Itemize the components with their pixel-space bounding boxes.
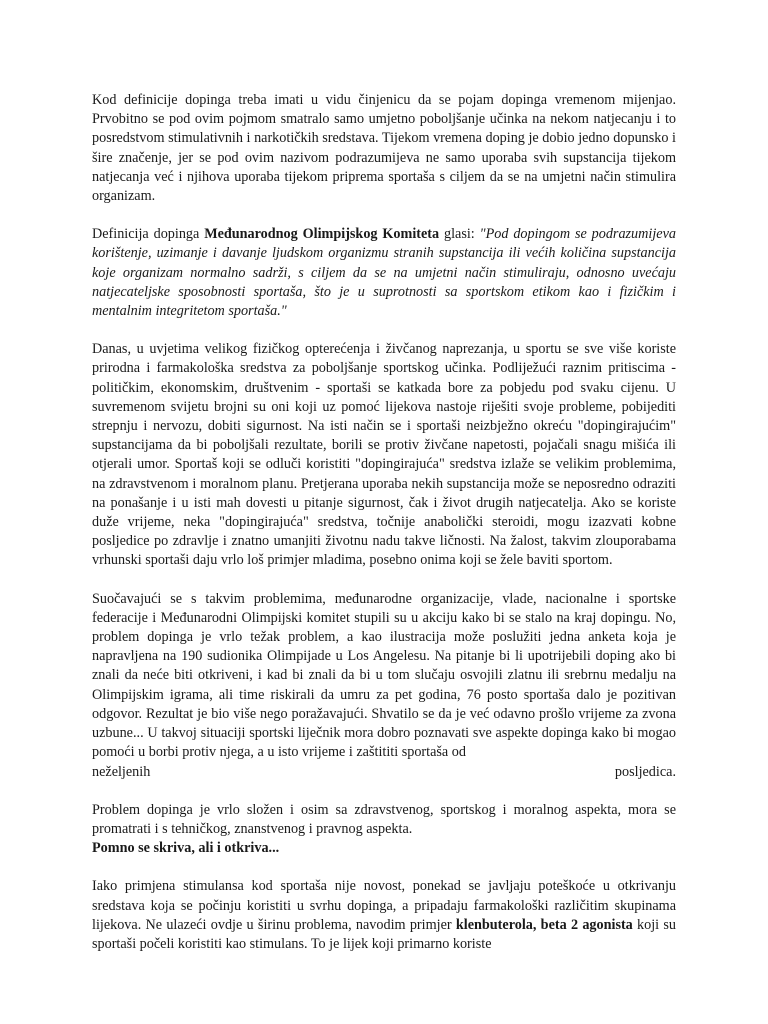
organizations-text: Suočavajući se s takvim problemima, međunarodne organizacije, vlade, nacionalne i sportske federacije i Međunarodni Olimpijski komitet stupili su u akciju kako bi se stalo na kraj dopingu. No, problem dopinga je vrlo težak problem, a kao ilustracija može poslužiti jedna anketa koja je napravljena na 190 sudionika Olimpijade u Los Angelesu. Na pitanje bi li upotrijebili doping ako bi znali da neće biti otkriveni, i kad bi znali da bi u tom slučaju osvojili zlatnu ili srebrnu medalju na Olimpijskim igrama, ali time riskirali da umru za pet godina, 76 posto sportaša dalo je pozitivan odgovor. Rezultat je bio više nego poražavajući. Shvatilo se da je već odavno prošlo vrijeme za zvona uzbune... U takvoj situaciji sportski liječnik mora dobro poznavati sve aspekte dopinga kako bi mogao pomoći u borbi protiv njega, a u isto vrijeme i zaštititi sportaša od [92,590,676,761]
ioc-name: Međunarodnog Olimpijskog Komiteta [204,226,440,243]
paragraph-ioc-definition [92,225,676,321]
clenbuterol-term: klenbuterola, beta 2 agonista [455,916,633,933]
ioc-glasi-text: glasi: [439,226,480,243]
paragraph-stimulants [92,877,676,954]
organizations-last-line: neželjenih posljedica. [92,763,676,780]
document-body [92,91,676,973]
stimulants-text-end: koji su sportaši počeli koristiti kao stimulans. To je lijek koji primarno koriste [92,916,677,952]
paragraph-definition: Kod definicije dopinga treba imati u vidu činjenicu da se pojam dopinga vremenom mijenjao. Prvobitno se pod ovim pojmom smatralo samo umjetno poboljšanje učinka na nekom natjecanju i to posredstvom stimulativnih i narkotičkih sredstava. Tijekom vremena doping je dobio jedno dopunsko i šire značenje, jer se pod ovim nazivom podrazumijeva ne samo uporaba svih supstancija tijekom natjecanja već i njihova uporaba tijekom priprema sportaša s ciljem da se na umjetni način stimulira organizam. [92,92,676,205]
paragraph-organizations [92,590,676,782]
section-heading: Pomno se skriva, ali i otkriva... [92,840,280,857]
paragraph-today: Danas, u uvjetima velikog fizičkog opterećenja i živčanog naprezanja, u sportu se sve više koriste prirodna i farmakološka sredstva za poboljšanje sportskog učinka. Podliježući raznim pritiscima - političkim, ekonomskim, društvenim - sportaši se katkada bore za pobjedu pod svaku cijenu. U suvremenom svijetu brojni su oni koji uz pomoć lijekova nastoje riješiti svoje probleme, pobijediti strepnju i nervozu, dobiti sigurnost. Na isti način se i sportaši neizbježno okreću "dopingirajućim" supstancijama da bi poboljšali rezultate, borili se protiv živčane napetosti, pojačali snagu mišića ili otjerali umor. Sportaš koji se odluči koristiti "dopingirajuća" sredstva izlaže se velikim problemima, na zdravstvenom i moralnom planu. Pretjerana uporaba nekih supstancija može se neposredno odraziti na ponašanje i u isti mah dovesti u pitanje sigurnost, čak i život drugih natjecatelja. Ako se koriste duže vrijeme, neka "dopingirajuća" sredstva, točnije anabolički steroidi, mogu izazvati kobne posljedice po zdravlje i znatno umanjiti životnu nadu takve ličnosti. Na žalost, takvim zlouporabama vrhunski sportaši daju vrlo loš primjer mladima, posebno onima koji se žele baviti sportom. [92,341,676,569]
ioc-quote: "Pod dopingom se podrazumijeva korištenje, uzimanje i davanje ljudskom organizmu stranih supstancija ili većih količina supstancija koje organizam normalno sadrži, s ciljem da se na umjetni način stimuliraju, odnosno uvećaju natjecateljske sposobnosti sportaša, što je u suprotnosti sa sportskom etikom kao i fizičkim i mentalnim integritetom sportaša." [92,226,676,320]
paragraph-complexity: Problem dopinga je vrlo složen i osim sa zdravstvenog, sportskog i moralnog aspekta, mora se promatrati i s tehničkog, znanstvenog i pravnog aspekta. [92,801,676,837]
stimulants-text: Iako primjena stimulansa kod sportaša nije novost, ponekad se javljaju poteškoće u otkrivanju sredstava koja se počinju koristiti u svrhu dopinga, a pripadaju farmakološki različitim skupinama lijekova. Ne ulazeći ovdje u širinu problema, navodim primjer [92,878,676,933]
ioc-intro-text: Definicija dopinga [92,226,205,243]
